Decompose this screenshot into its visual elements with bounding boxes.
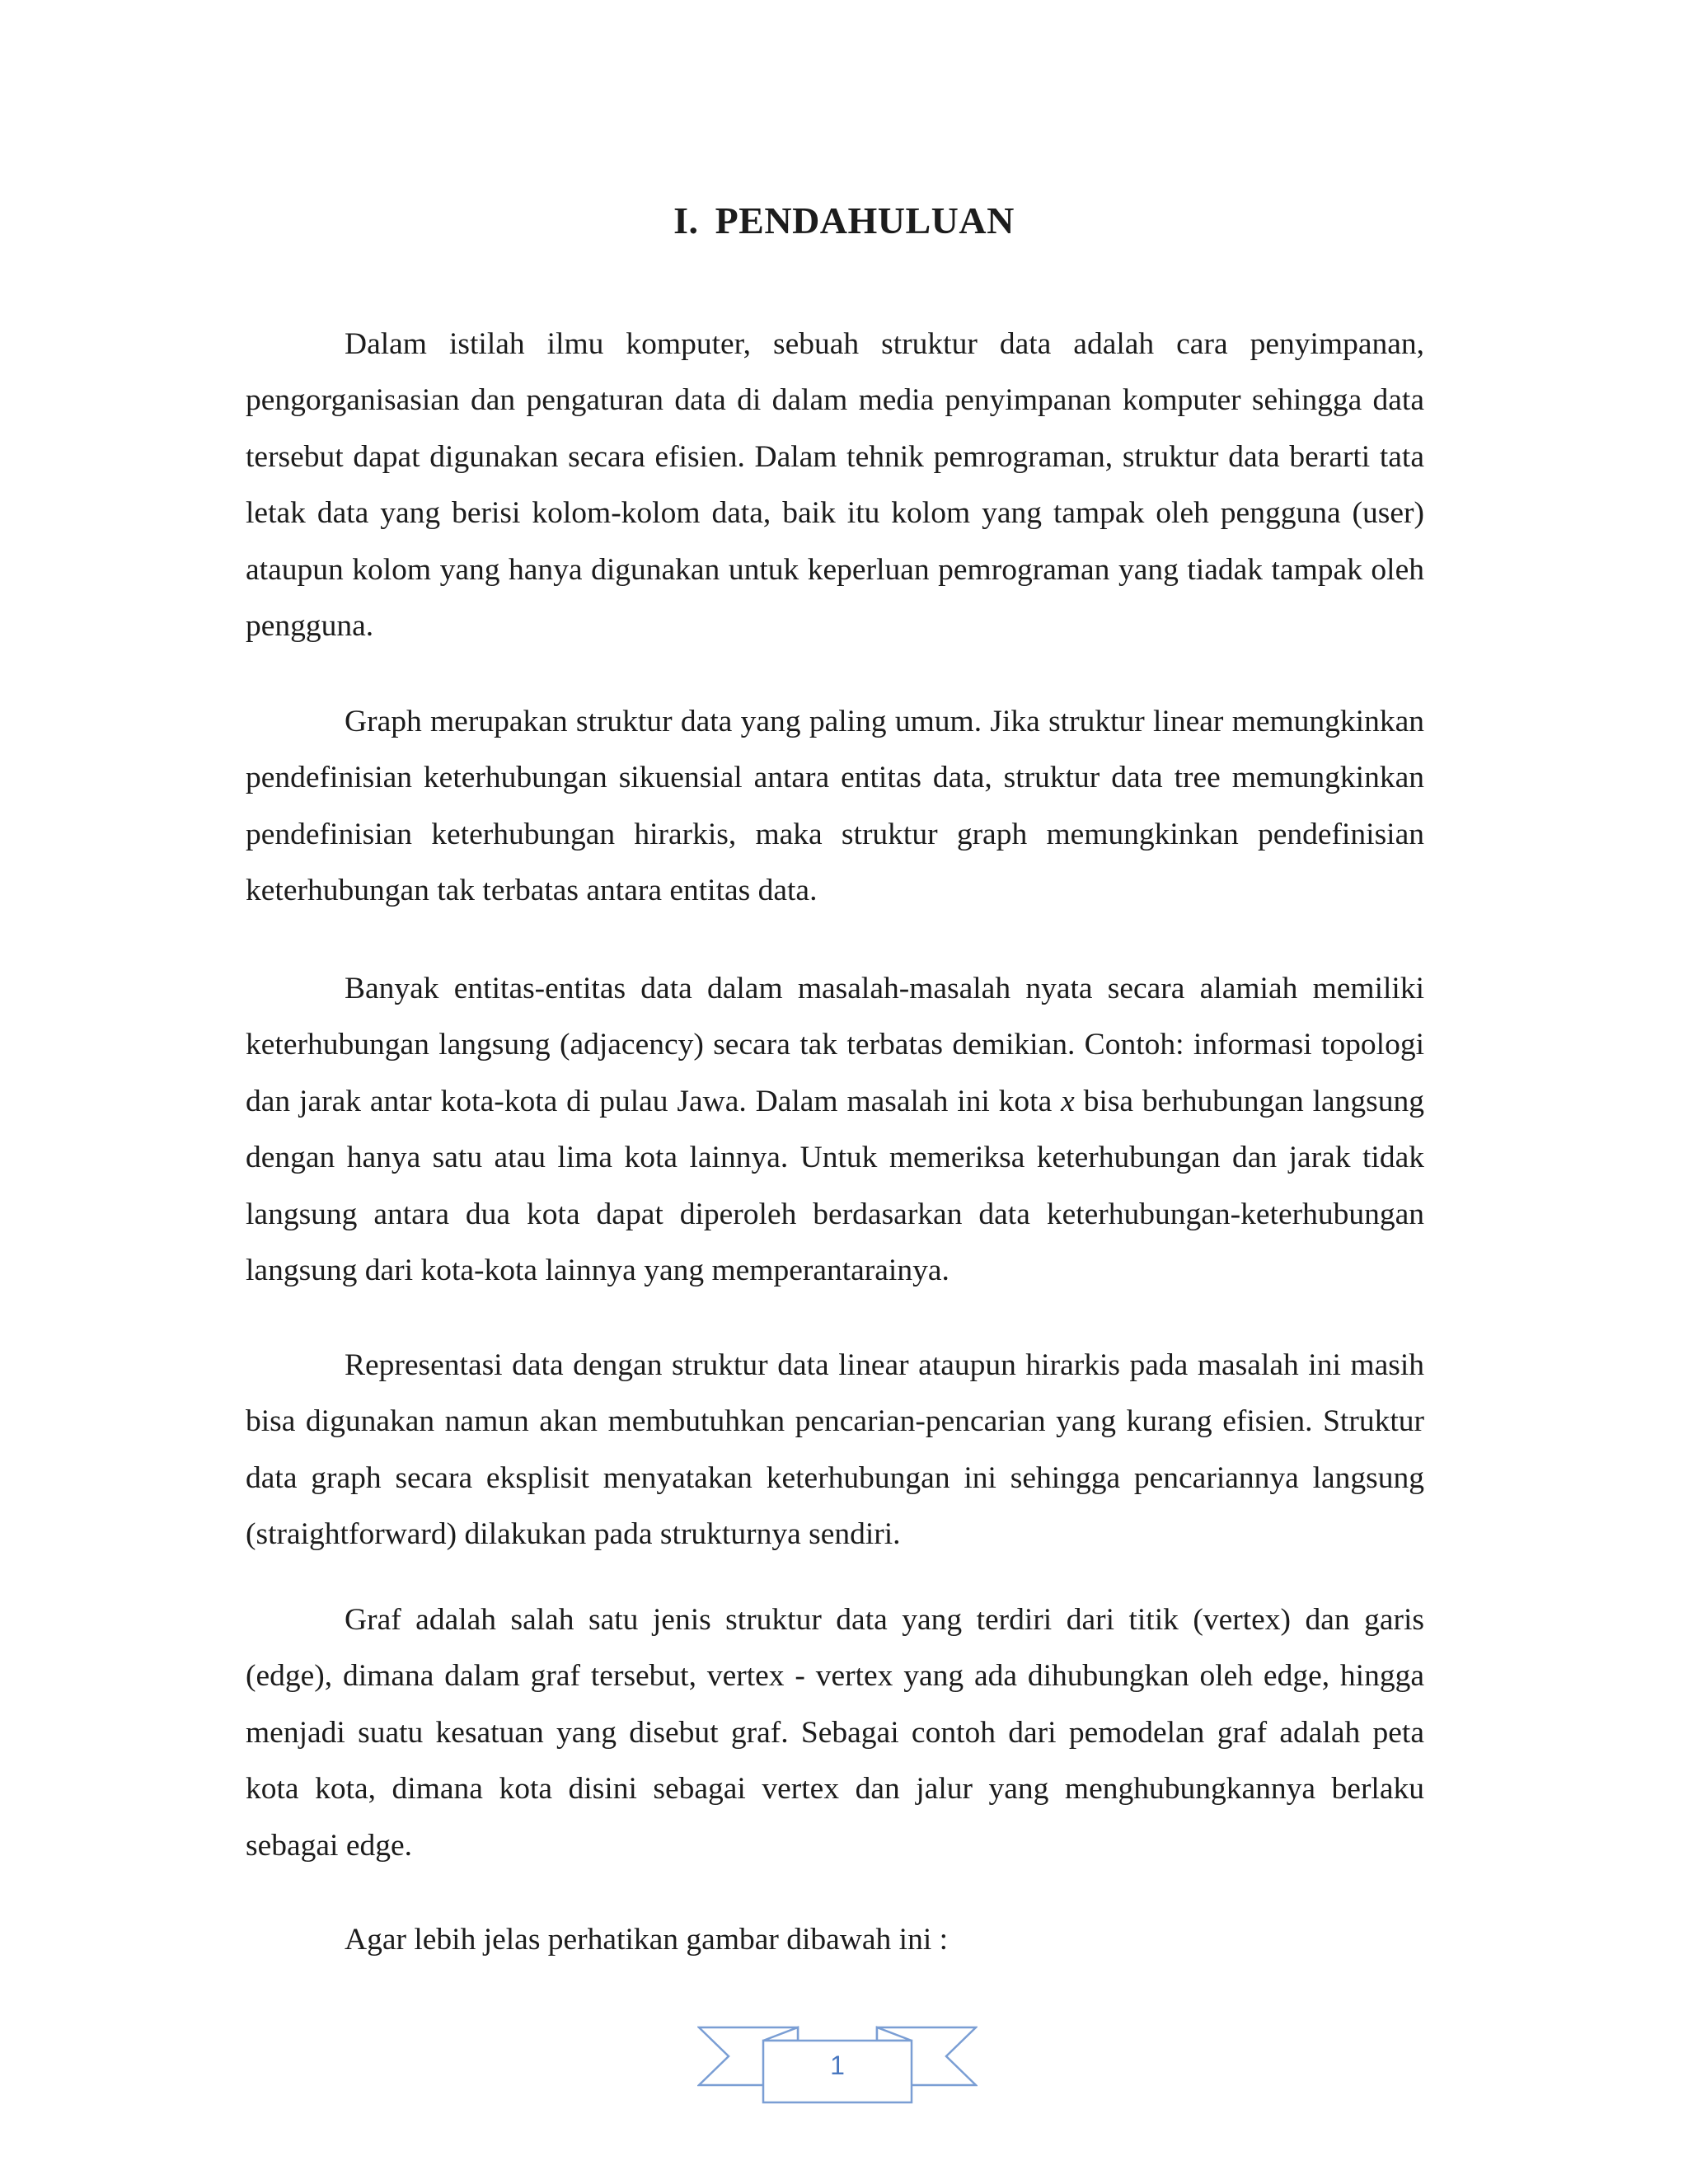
paragraph-adjacency-text-after: bisa berhubungan langsung dengan hanya satu atau lima kota lainnya. Untuk memeriksa keterhubungan dan jarak tidak langsung antara dua kota dapat diperoleh berdasarkan data keterhubungan-keterhubungan langsung dari kota-kota lainnya yang memperantarainya. [246, 1084, 1424, 1288]
paragraph-graph-definition: Graf adalah salah satu jenis struktur data yang terdiri dari titik (vertex) dan garis (edge), dimana dalam graf tersebut, vertex - vertex yang ada dihubungkan oleh edge, hingga menjadi suatu kesatuan yang disebut graf. Sebagai contoh dari pemodelan graf adalah peta kota kota, dimana kota disini sebagai vertex dan jalur yang menghubungkannya berlaku sebagai edge. [246, 1603, 1424, 1863]
variable-x: x [1061, 1084, 1075, 1118]
paragraph-data-structure-definition: Dalam istilah ilmu komputer, sebuah struktur data adalah cara penyimpanan, pengorganisasian dan pengaturan data di dalam media penyimpanan komputer sehingga data tersebut dapat digunakan secara efisien. Dalam tehnik pemrograman, struktur data berarti tata letak data yang berisi kolom-kolom data, baik itu kolom yang tampak oleh pengguna (user) ataupun kolom yang hanya digunakan untuk keperluan pemrograman yang tiadak tampak oleh pengguna. [246, 327, 1424, 644]
page-footer [697, 2024, 978, 2107]
paragraph-representation: Representasi data dengan struktur data linear ataupun hirarkis pada masalah ini masih bisa digunakan namun akan membutuhkan pencarian-pencarian yang kurang efisien. Struktur data graph secara eksplisit menyatakan keterhubungan ini sehingga pencariannya langsung (straightforward) dilakukan pada strukturnya sendiri. [246, 1348, 1424, 1552]
chapter-number: I. [673, 199, 699, 241]
paragraph-adjacency-text-before: Banyak entitas-entitas data dalam masalah-masalah nyata secara alamiah memiliki keterhubungan langsung (adjacency) secara tak terbatas demikian. Contoh: informasi topologi dan jarak antar kota-kota di pulau Jawa. Dalam masalah ini kota [246, 972, 1424, 1118]
paragraph-graph-general: Graph merupakan struktur data yang paling umum. Jika struktur linear memungkinkan pendefinisian keterhubungan sikuensial antara entitas data, struktur data tree memungkinkan pendefinisian keterhubungan hirarkis, maka struktur graph memungkinkan pendefinisian keterhubungan tak terbatas antara entitas data. [246, 705, 1424, 908]
chapter-title: PENDAHULUAN [715, 199, 1015, 241]
chapter-heading [0, 196, 1688, 246]
paragraph-figure-intro: Agar lebih jelas perhatikan gambar dibawah ini : [345, 1923, 949, 1957]
page-number: 1 [830, 2050, 845, 2080]
paragraph-adjacency-example [246, 961, 1424, 1299]
